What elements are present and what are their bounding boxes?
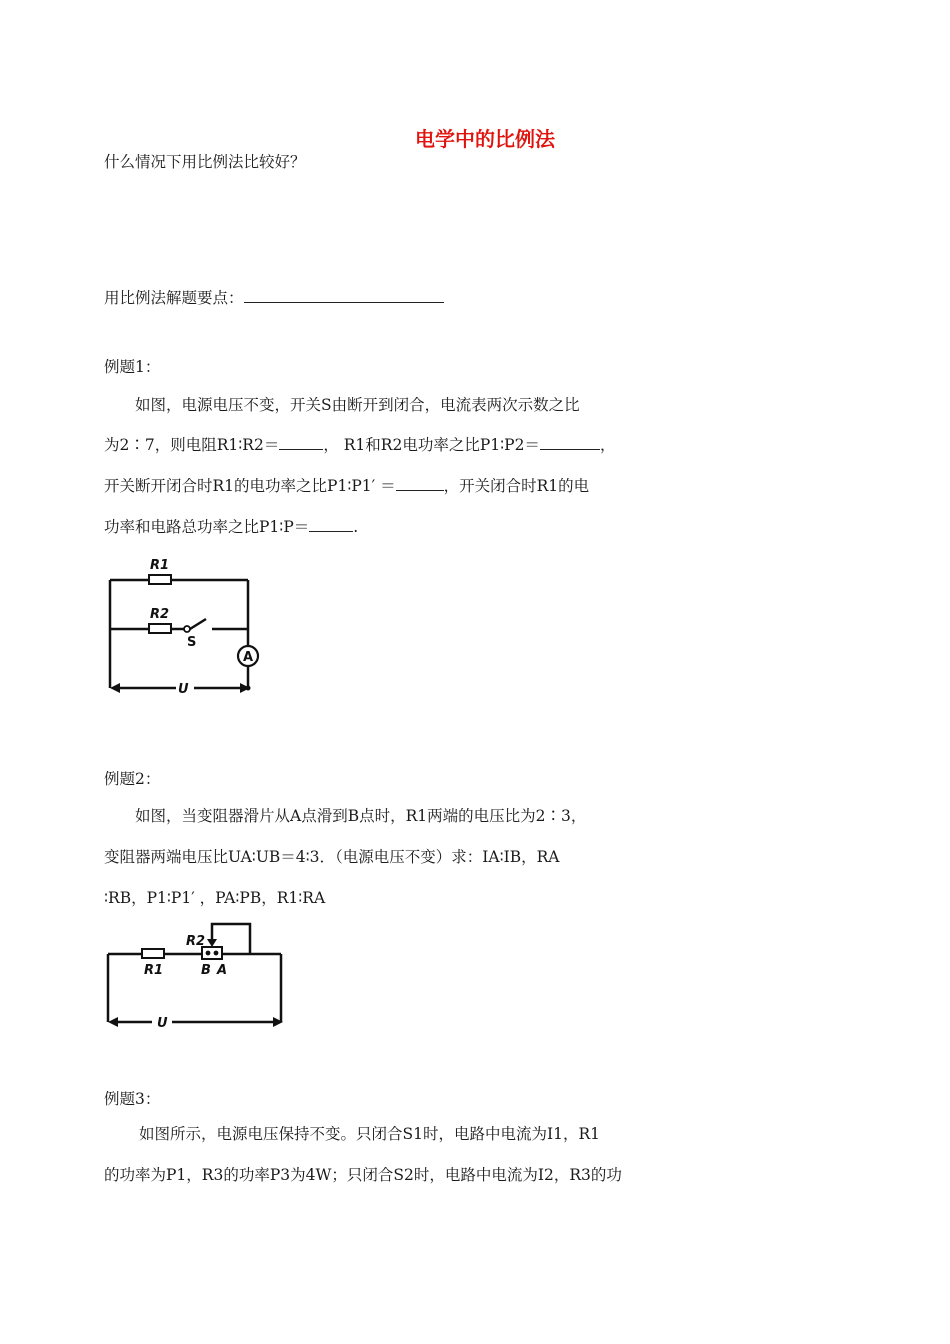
label-r1: R1	[144, 963, 164, 978]
example3-line1: 如图所示，电源电压保持不变。只闭合S1时，电路中电流为I1，R1	[139, 1125, 600, 1143]
example1-label: 例题1：	[104, 358, 161, 376]
example1-line3	[104, 476, 589, 496]
answer-blank	[279, 435, 323, 450]
label-b: B	[201, 963, 211, 978]
label-r1: R1	[150, 558, 170, 573]
label-r2: R2	[186, 934, 206, 949]
label-source: U	[178, 682, 189, 697]
answer-blank	[540, 435, 600, 450]
example1-line2-c: ，	[599, 436, 616, 454]
example2-line3: ∶RB，P1∶P1′ ，PA∶PB，R1∶RA	[104, 889, 326, 907]
label-switch: S	[187, 635, 197, 650]
key-points-label: 用比例法解题要点：	[104, 289, 244, 307]
example2-line2: 变阻器两端电压比UA∶UB＝4∶3．（电源电压不变）求：IA∶IB，RA	[104, 848, 560, 866]
page-title: 电学中的比例法	[415, 127, 555, 151]
example1-line2-a: 为2∶7，则电阻R1∶R2＝	[104, 436, 280, 454]
label-source: U	[157, 1016, 168, 1031]
circuit-diagram-1	[100, 552, 270, 702]
answer-blank	[396, 476, 444, 491]
example1-line4-b: .	[353, 518, 359, 536]
example1-line1: 如图，电源电压不变，开关S由断开到闭合，电流表两次示数之比	[135, 396, 580, 414]
example1-line2	[104, 435, 615, 455]
example1-line3-b: ，开关闭合时R1的电	[443, 477, 590, 495]
example2-label: 例题2：	[104, 770, 161, 788]
label-ammeter: A	[243, 650, 254, 665]
key-points	[104, 288, 444, 308]
answer-blank	[244, 288, 444, 303]
example1-line4	[104, 517, 358, 537]
slider-arrow-icon	[207, 939, 217, 947]
example2-line1: 如图，当变阻器滑片从A点滑到B点时，R1两端的电压比为2∶3，	[135, 807, 587, 825]
resistor-r1	[149, 575, 171, 584]
label-a: A	[217, 963, 228, 978]
example1-line3-a: 开关断开闭合时R1的电功率之比P1∶P1′ ＝	[104, 477, 396, 495]
switch-contact	[184, 626, 190, 632]
arrow-left-icon	[110, 683, 120, 693]
answer-blank	[309, 517, 353, 532]
question-intro: 什么情况下用比例法比较好？	[104, 153, 306, 171]
resistor-r2	[149, 624, 171, 633]
example3-label: 例题3：	[104, 1090, 161, 1108]
example3-line2: 的功率为P1，R3的功率P3为4W；只闭合S2时，电路中电流为I2，R3的功	[104, 1166, 622, 1184]
circuit-diagram-2	[100, 918, 290, 1038]
label-r2: R2	[150, 607, 170, 622]
example1-line4-a: 功率和电路总功率之比P1∶P＝	[104, 518, 310, 536]
arrow-left-icon	[108, 1017, 118, 1027]
example1-line2-b: ， R1和R2电功率之比P1∶P2＝	[323, 436, 540, 454]
resistor-r1	[142, 949, 164, 958]
